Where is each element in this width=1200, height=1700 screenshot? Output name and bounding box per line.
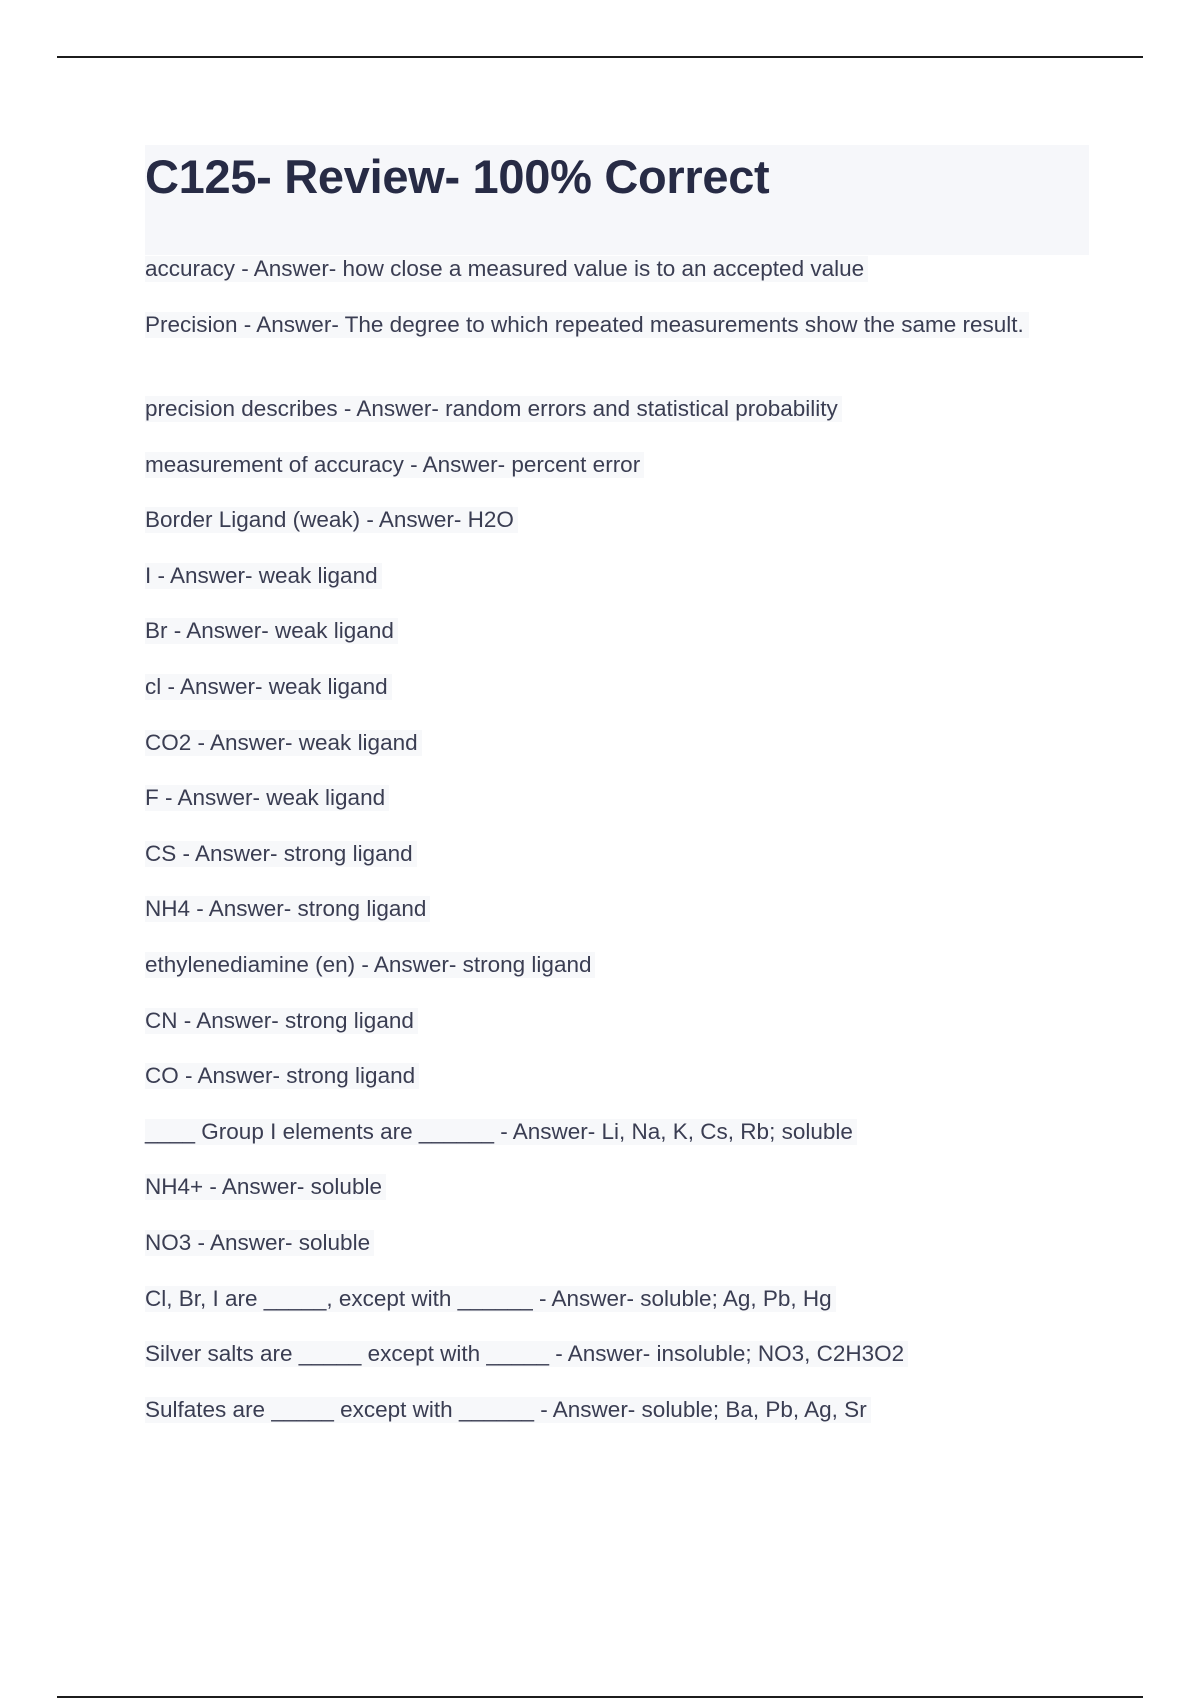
qa-item: F - Answer- weak ligand	[145, 785, 389, 811]
qa-item: Sulfates are _____ except with ______ - Answer- soluble; Ba, Pb, Ag, Sr	[145, 1397, 871, 1423]
qa-item: ethylenediamine (en) - Answer- strong ligand	[145, 952, 595, 978]
qa-item: CO2 - Answer- weak ligand	[145, 730, 422, 756]
header-divider	[57, 56, 1143, 58]
qa-item: Precision - Answer- The degree to which repeated measurements show the same result.	[145, 312, 1029, 338]
page-title: C125- Review- 100% Correct	[145, 150, 770, 203]
qa-item: I - Answer- weak ligand	[145, 563, 382, 589]
qa-item: Cl, Br, I are _____, except with ______ - Answer- soluble; Ag, Pb, Hg	[145, 1286, 836, 1312]
qa-item: NO3 - Answer- soluble	[145, 1230, 374, 1256]
qa-item: Silver salts are _____ except with _____ - Answer- insoluble; NO3, C2H3O2	[145, 1341, 908, 1367]
qa-item: Border Ligand (weak) - Answer- H2O	[145, 507, 518, 533]
qa-item: cl - Answer- weak ligand	[145, 674, 392, 700]
qa-item: NH4 - Answer- strong ligand	[145, 896, 430, 922]
qa-item: precision describes - Answer- random errors and statistical probability	[145, 396, 842, 422]
qa-item: CS - Answer- strong ligand	[145, 841, 417, 867]
qa-item: CN - Answer- strong ligand	[145, 1008, 418, 1034]
footer-divider	[57, 1696, 1143, 1698]
qa-item: accuracy - Answer- how close a measured value is to an accepted value	[145, 256, 868, 282]
qa-item: NH4+ - Answer- soluble	[145, 1174, 386, 1200]
qa-item: CO - Answer- strong ligand	[145, 1063, 419, 1089]
qa-item: Br - Answer- weak ligand	[145, 618, 398, 644]
qa-item: ____ Group I elements are ______ - Answer- Li, Na, K, Cs, Rb; soluble	[145, 1119, 857, 1145]
qa-item: measurement of accuracy - Answer- percent error	[145, 452, 644, 478]
title-block	[145, 145, 1089, 255]
